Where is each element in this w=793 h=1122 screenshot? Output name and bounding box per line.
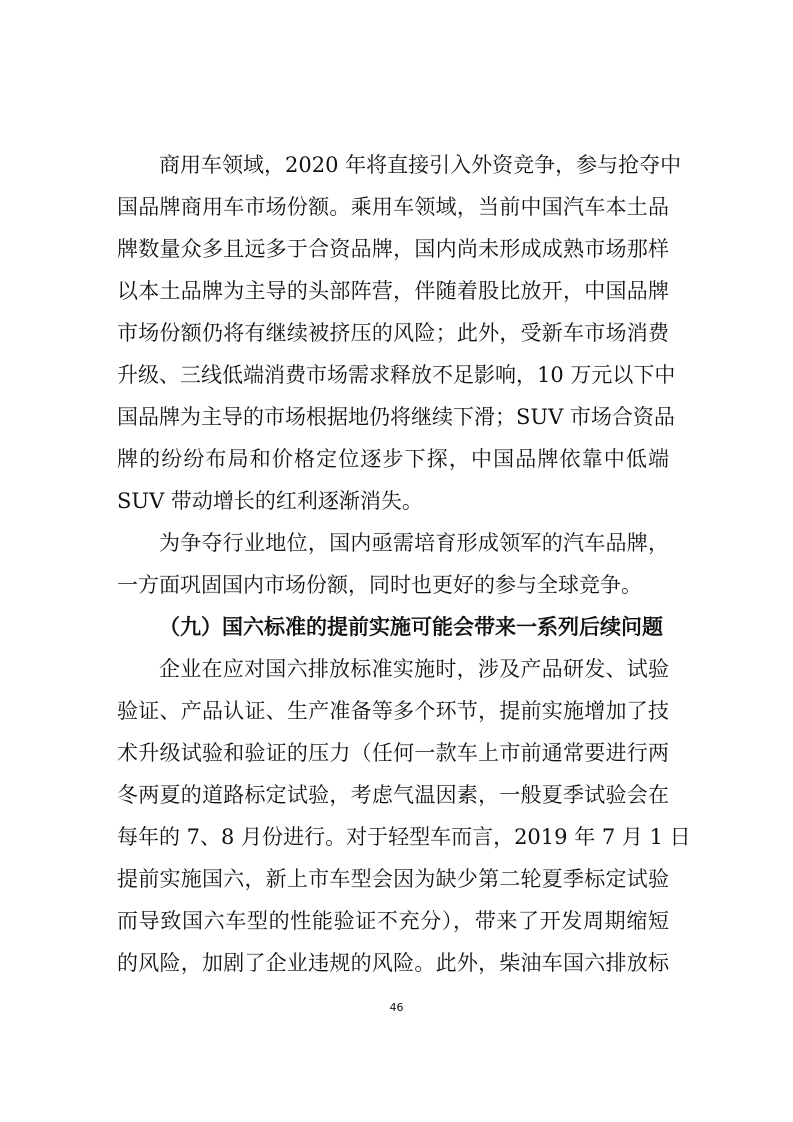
text-line: 一方面巩固国内市场份额，同时也更好的参与全球竞争。: [117, 573, 642, 597]
text-line: 牌数量众多且远多于合资品牌，国内尚未形成成熟市场那样: [117, 237, 669, 261]
text-line: 为争夺行业地位，国内亟需培育形成领军的汽车品牌，: [159, 531, 669, 555]
text-line: 冬两夏的道路标定试验，考虑气温因素，一般夏季试验会在: [117, 783, 669, 807]
text-line: 验证、产品认证、生产准备等多个环节，提前实施增加了技: [117, 699, 669, 723]
page-number: 46: [389, 1001, 404, 1014]
text-line: 商用车领域，2020 年将直接引入外资竞争，参与抢夺中: [159, 153, 682, 177]
text-line: 的风险，加剧了企业违规的风险。此外，柴油车国六排放标: [117, 951, 669, 975]
text-line: 市场份额仍将有继续被挤压的风险；此外，受新车市场消费: [117, 321, 669, 345]
text-line: 企业在应对国六排放标准实施时，涉及产品研发、试验: [159, 657, 669, 681]
text-line: 每年的 7、8 月份进行。对于轻型车而言，2019 年 7 月 1 日: [117, 825, 691, 849]
text-line: 升级、三线低端消费市场需求释放不足影响，10 万元以下中: [117, 363, 676, 387]
text-line: 牌的纷纷布局和价格定位逐步下探，中国品牌依靠中低端: [117, 447, 669, 471]
text-line: 国品牌商用车市场份额。乘用车领域，当前中国汽车本土品: [117, 195, 669, 219]
text-line: 以本土品牌为主导的头部阵营，伴随着股比放开，中国品牌: [117, 279, 669, 303]
text-line: SUV 带动增长的红利逐渐消失。: [117, 489, 423, 513]
section-heading: （九）国六标准的提前实施可能会带来一系列后续问题: [159, 614, 663, 639]
text-line: 术升级试验和验证的压力（任何一款车上市前通常要进行两: [117, 741, 669, 765]
text-line: 而导致国六车型的性能验证不充分），带来了开发周期缩短: [117, 909, 669, 933]
text-line: 国品牌为主导的市场根据地仍将继续下滑；SUV 市场合资品: [117, 405, 675, 429]
text-line: 提前实施国六，新上市车型会因为缺少第二轮夏季标定试验: [117, 867, 669, 891]
